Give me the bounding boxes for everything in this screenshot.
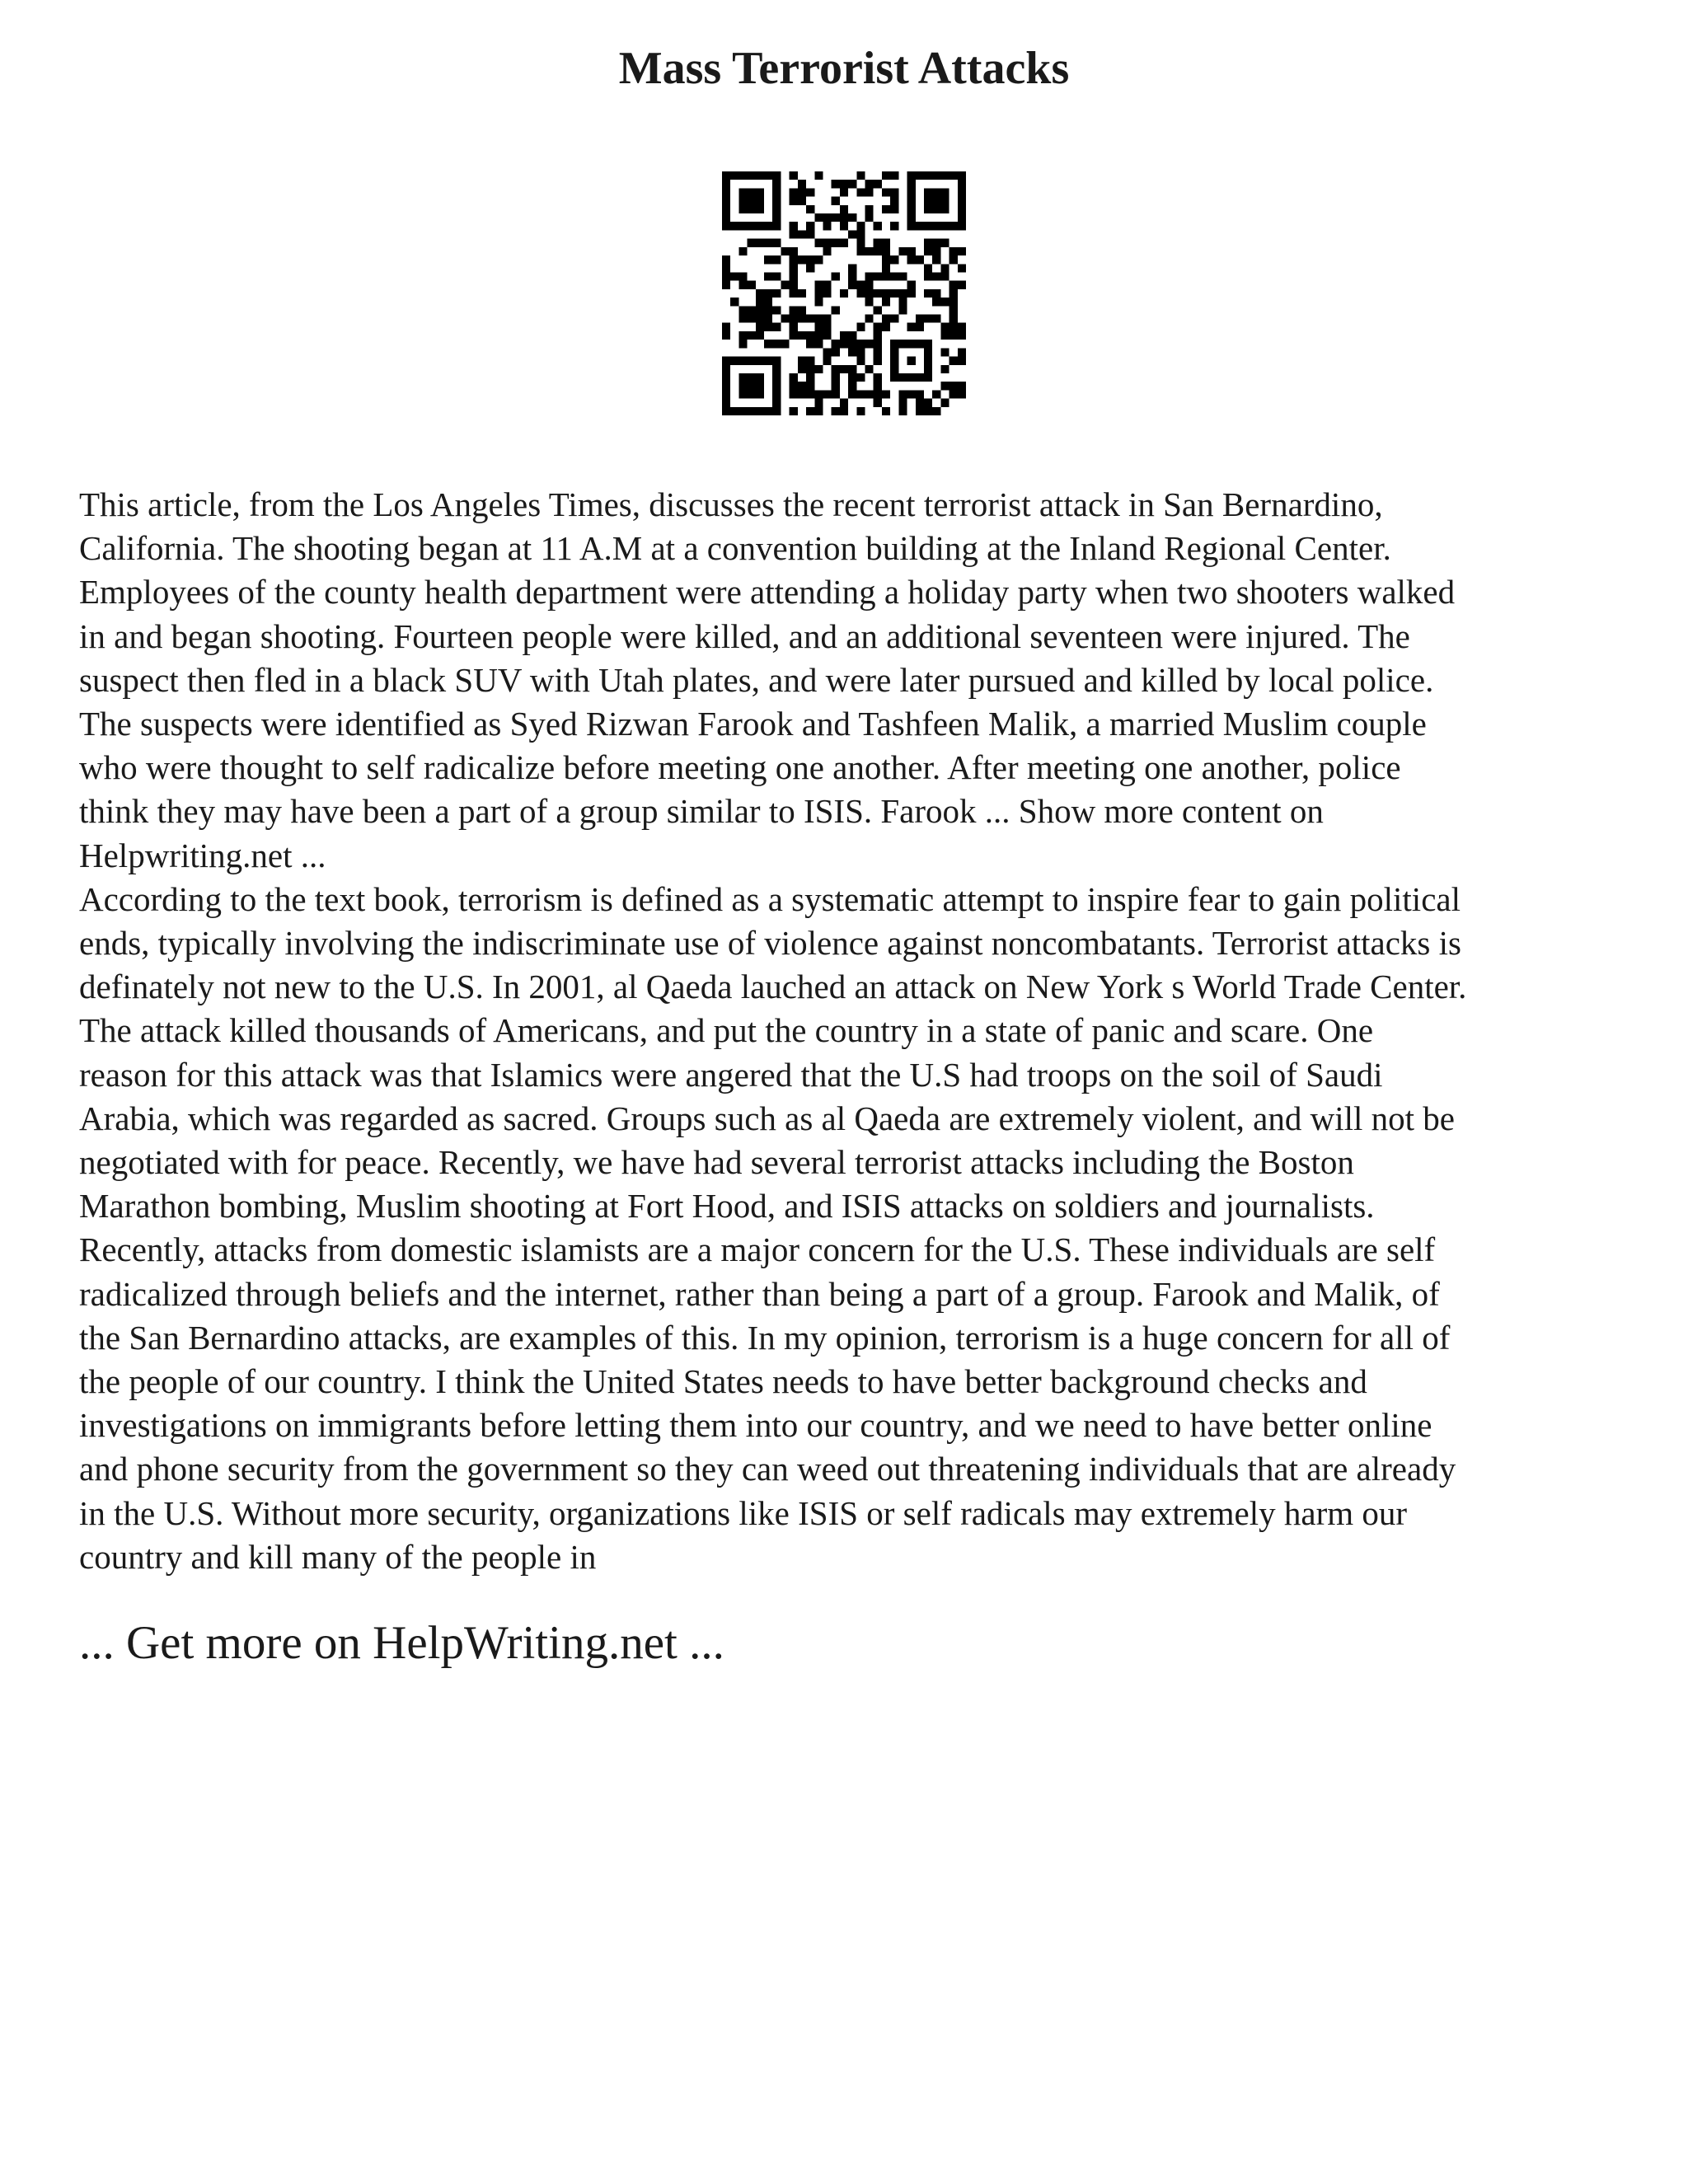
page-title: Mass Terrorist Attacks <box>618 43 1070 94</box>
qr-code-icon[interactable] <box>722 171 966 415</box>
article-paragraph-1: This article, from the Los Angeles Times, discusses the recent terrorist attack in San Bernardino, California. The shooting began at 11 A.M at a convention building at the Inland Regional Center. Employees of the county health department were attending a holiday party when two shooters walked in and began shooting. Fourteen people were killed, and an additional seventeen were injured. The suspect then fled in a black SUV with Utah plates, and were later pursued and killed by local police. The suspects were identified as Syed Rizwan Farook and Tashfeen Malik, a married Muslim couple who were thought to self radicalize before meeting one another. After meeting one another, police think they may have been a part of a group similar to ISIS. Farook ... Show more content on Helpwriting.net ... <box>79 485 1456 874</box>
article-body <box>79 483 1629 1579</box>
get-more-link[interactable]: ... Get more on HelpWriting.net ... <box>79 1617 724 1669</box>
article-paragraph-2: According to the text book, terrorism is defined as a systematic attempt to inspire fear to gain political ends, typically involving the indiscriminate use of violence against noncombatants. Terrorist attacks is definately not new to the U.S. In 2001, al Qaeda lauched an attack on New York s World Trade Center. The attack killed thousands of Americans, and put the country in a state of panic and scare. One reason for this attack was that Islamics were angered that the U.S had troops on the soil of Saudi Arabia, which was regarded as sacred. Groups such as al Qaeda are extremely violent, and will not be negotiated with for peace. Recently, we have had several terrorist attacks including the Boston Marathon bombing, Muslim shooting at Fort Hood, and ISIS attacks on soldiers and journalists. Recently, attacks from domestic islamists are a major concern for the U.S. These individuals are self radicalized through beliefs and the internet, rather than being a part of a group. Farook and Malik, of the San Bernardino attacks, are examples of this. In my opinion, terrorism is a huge concern for all of the people of our country. I think the United States needs to have better background checks and investigations on immigrants before letting them into our country, and we need to have better online and phone security from the government so they can weed out threatening individuals that are already in the U.S. Without more security, organizations like ISIS or self radicals may extremely harm our country and kill many of the people in <box>79 879 1467 1576</box>
